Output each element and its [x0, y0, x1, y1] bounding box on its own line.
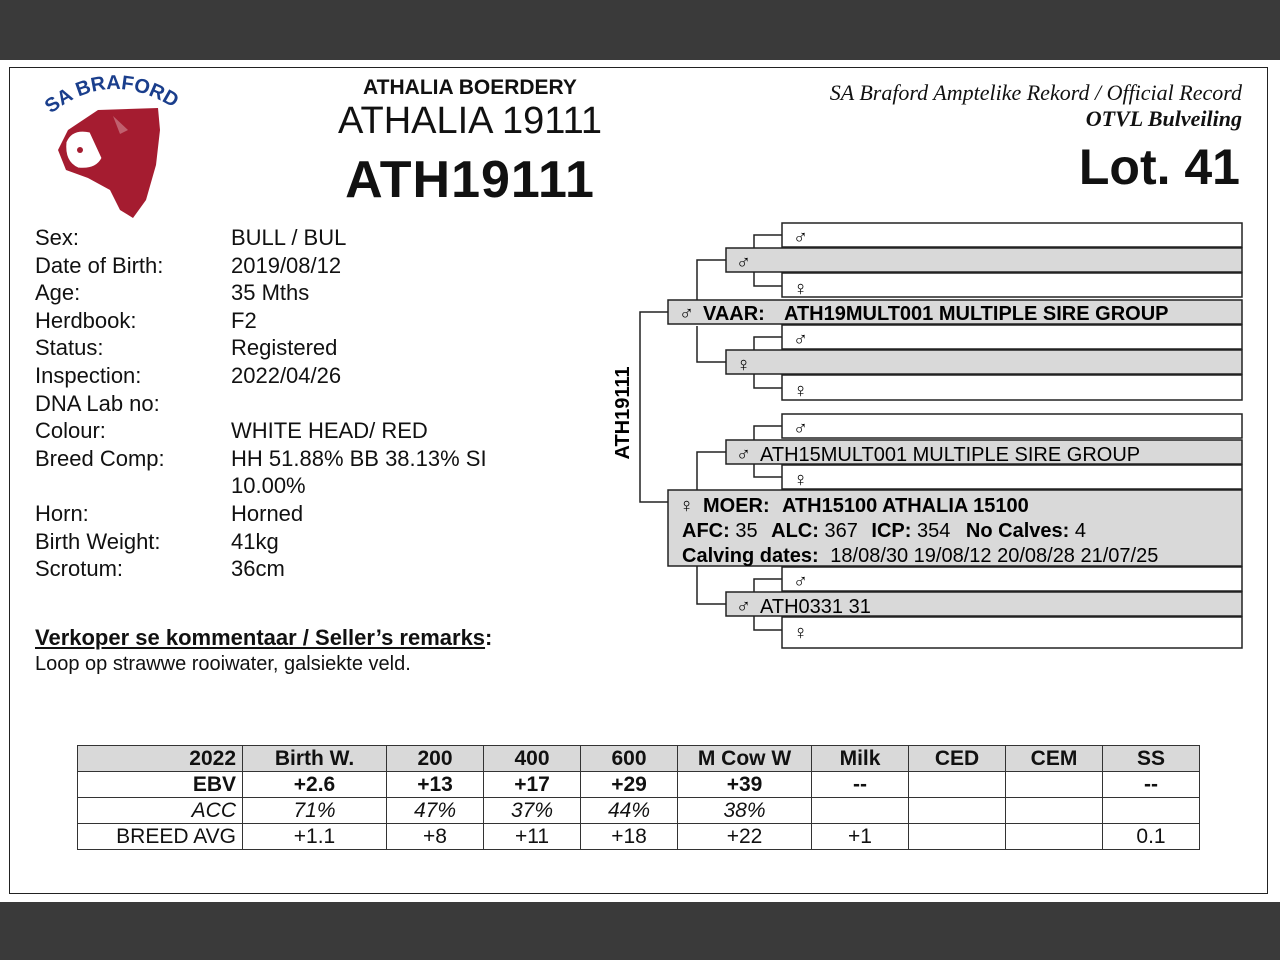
sire-label: VAAR:: [703, 303, 765, 325]
stat-value: 4: [1074, 520, 1086, 542]
table-header-cell: M Cow W: [678, 746, 812, 772]
dam-stats: [682, 520, 1086, 542]
animal-name: ATHALIA 19111: [337, 100, 603, 142]
table-header-cell: 400: [484, 746, 581, 772]
stat-label: No Calves:: [965, 520, 1070, 542]
female-icon: ♀: [793, 380, 808, 402]
detail-row: [35, 390, 551, 418]
table-header-cell: 2022: [78, 746, 243, 772]
table-cell: 37%: [484, 798, 581, 824]
female-icon: ♀: [679, 495, 694, 517]
remarks-text: Loop op strawwe rooiwater, galsiekte veld.: [35, 653, 411, 675]
detail-label: Age:: [35, 280, 81, 306]
pedigree-animal-label: ATH19111: [612, 366, 634, 460]
stat-label: ALC:: [771, 520, 819, 542]
male-icon: ♂: [793, 571, 808, 593]
table-header-cell: CEM: [1006, 746, 1103, 772]
detail-label: Scrotum:: [35, 556, 124, 582]
table-cell: [909, 824, 1006, 850]
dam-name: ATH15100 ATHALIA 15100: [782, 495, 1029, 517]
calving-dates: [682, 545, 1158, 567]
table-cell: ACC: [78, 798, 243, 824]
auction-name: OTVL Bulveiling: [1085, 106, 1242, 131]
table-cell: +2.6: [243, 772, 387, 798]
male-icon: ♂: [793, 329, 808, 351]
detail-label: Colour:: [35, 418, 106, 444]
table-cell: [1006, 824, 1103, 850]
logo-text: SA BRAFORD: [40, 71, 183, 118]
top-bar: [0, 0, 1280, 60]
detail-row: [35, 500, 551, 528]
stat-value: 35: [735, 520, 758, 542]
detail-value: 35 Mths: [231, 280, 310, 306]
detail-label: Status:: [35, 335, 104, 361]
detail-value: HH 51.88% BB 38.13% SI 10.00%: [231, 445, 487, 499]
detail-row: [35, 252, 551, 280]
table-header-cell: 200: [387, 746, 484, 772]
detail-label: Birth Weight:: [35, 528, 161, 554]
detail-label: Breed Comp:: [35, 445, 165, 471]
detail-value: 41kg: [231, 528, 279, 554]
animal-details: [35, 224, 551, 583]
detail-label: Horn:: [35, 500, 89, 526]
detail-value: 2019/08/12: [231, 252, 342, 278]
table-header-cell: 600: [581, 746, 678, 772]
table-row: [78, 824, 1200, 850]
detail-value: 2022/04/26: [231, 362, 342, 388]
farm-name: ATHALIA BOERDERY: [363, 76, 577, 99]
table-cell: +8: [387, 824, 484, 850]
ebv-table: [77, 745, 1200, 850]
table-cell: EBV: [78, 772, 243, 798]
table-header-row: [78, 746, 1200, 772]
remarks-title: Verkoper se kommentaar / Seller’s remarks:: [35, 625, 493, 650]
dam-dam-sire-name: ATH0331 31: [760, 596, 871, 618]
stat-label: ICP:: [871, 520, 912, 542]
table-cell: +29: [581, 772, 678, 798]
table-cell: [909, 772, 1006, 798]
pedigree-chart: [600, 215, 1260, 660]
lot-number: Lot. 41: [1078, 139, 1240, 195]
detail-value: Registered: [231, 335, 338, 361]
detail-row: [35, 417, 551, 445]
male-icon: ♂: [736, 252, 751, 274]
detail-label: DNA Lab no:: [35, 390, 160, 416]
table-cell: +17: [484, 772, 581, 798]
detail-value: F2: [231, 307, 257, 333]
detail-row: [35, 528, 551, 556]
detail-row: [35, 224, 551, 252]
table-cell: [1006, 798, 1103, 824]
table-cell: +39: [678, 772, 812, 798]
detail-label: Inspection:: [35, 362, 142, 388]
sa-braford-logo: [38, 70, 198, 220]
table-cell: 0.1: [1103, 824, 1200, 850]
bottom-bar: [0, 902, 1280, 960]
male-icon: ♂: [793, 227, 808, 249]
calving-values: 18/08/30 19/08/12 20/08/28 21/07/25: [830, 545, 1159, 567]
detail-label: Herdbook:: [35, 307, 137, 333]
table-cell: 71%: [243, 798, 387, 824]
stat-value: 367: [824, 520, 858, 542]
table-row: [78, 798, 1200, 824]
record-title: SA Braford Amptelike Rekord / Official Record: [829, 80, 1242, 105]
remarks-title-text: Verkoper se kommentaar / Seller’s remarks: [35, 625, 486, 650]
detail-value: BULL / BUL: [231, 225, 347, 250]
table-cell: +1: [812, 824, 909, 850]
table-header-cell: Birth W.: [243, 746, 387, 772]
detail-row: [35, 445, 551, 500]
table-row: [78, 772, 1200, 798]
detail-value: Horned: [231, 500, 304, 526]
female-icon: ♀: [793, 278, 808, 300]
male-icon: ♂: [793, 418, 808, 440]
dam-label: MOER:: [703, 495, 770, 517]
detail-value: WHITE HEAD/ RED: [231, 418, 428, 444]
dam-sire-name: ATH15MULT001 MULTIPLE SIRE GROUP: [760, 444, 1141, 466]
stat-value: 354: [916, 520, 951, 542]
female-icon: ♀: [793, 469, 808, 491]
detail-value: 36cm: [231, 556, 285, 582]
animal-id: ATH19111: [345, 151, 595, 209]
detail-row: [35, 362, 551, 390]
female-icon: ♀: [793, 622, 808, 644]
calving-label: Calving dates:: [682, 545, 819, 567]
table-cell: [812, 798, 909, 824]
table-header-cell: CED: [909, 746, 1006, 772]
table-cell: [1006, 772, 1103, 798]
table-cell: 38%: [678, 798, 812, 824]
table-cell: +22: [678, 824, 812, 850]
table-cell: +13: [387, 772, 484, 798]
table-header-cell: Milk: [812, 746, 909, 772]
table-cell: +1.1: [243, 824, 387, 850]
table-cell: +18: [581, 824, 678, 850]
detail-label: Date of Birth:: [35, 252, 164, 278]
table-cell: BREED AVG: [78, 824, 243, 850]
male-icon: ♂: [736, 444, 751, 466]
detail-row: [35, 555, 551, 583]
table-header-cell: SS: [1103, 746, 1200, 772]
male-icon: ♂: [679, 303, 694, 325]
table-cell: --: [812, 772, 909, 798]
table-cell: 47%: [387, 798, 484, 824]
female-icon: ♀: [736, 354, 751, 376]
table-cell: [909, 798, 1006, 824]
table-cell: [1103, 798, 1200, 824]
table-cell: 44%: [581, 798, 678, 824]
detail-row: [35, 307, 551, 335]
stat-label: AFC:: [682, 520, 730, 542]
male-icon: ♂: [736, 596, 751, 618]
sire-name: ATH19MULT001 MULTIPLE SIRE GROUP: [784, 303, 1169, 325]
detail-row: [35, 334, 551, 362]
table-cell: +11: [484, 824, 581, 850]
table-cell: --: [1103, 772, 1200, 798]
detail-row: [35, 279, 551, 307]
detail-value: [231, 390, 551, 418]
detail-label: Sex:: [35, 225, 80, 250]
